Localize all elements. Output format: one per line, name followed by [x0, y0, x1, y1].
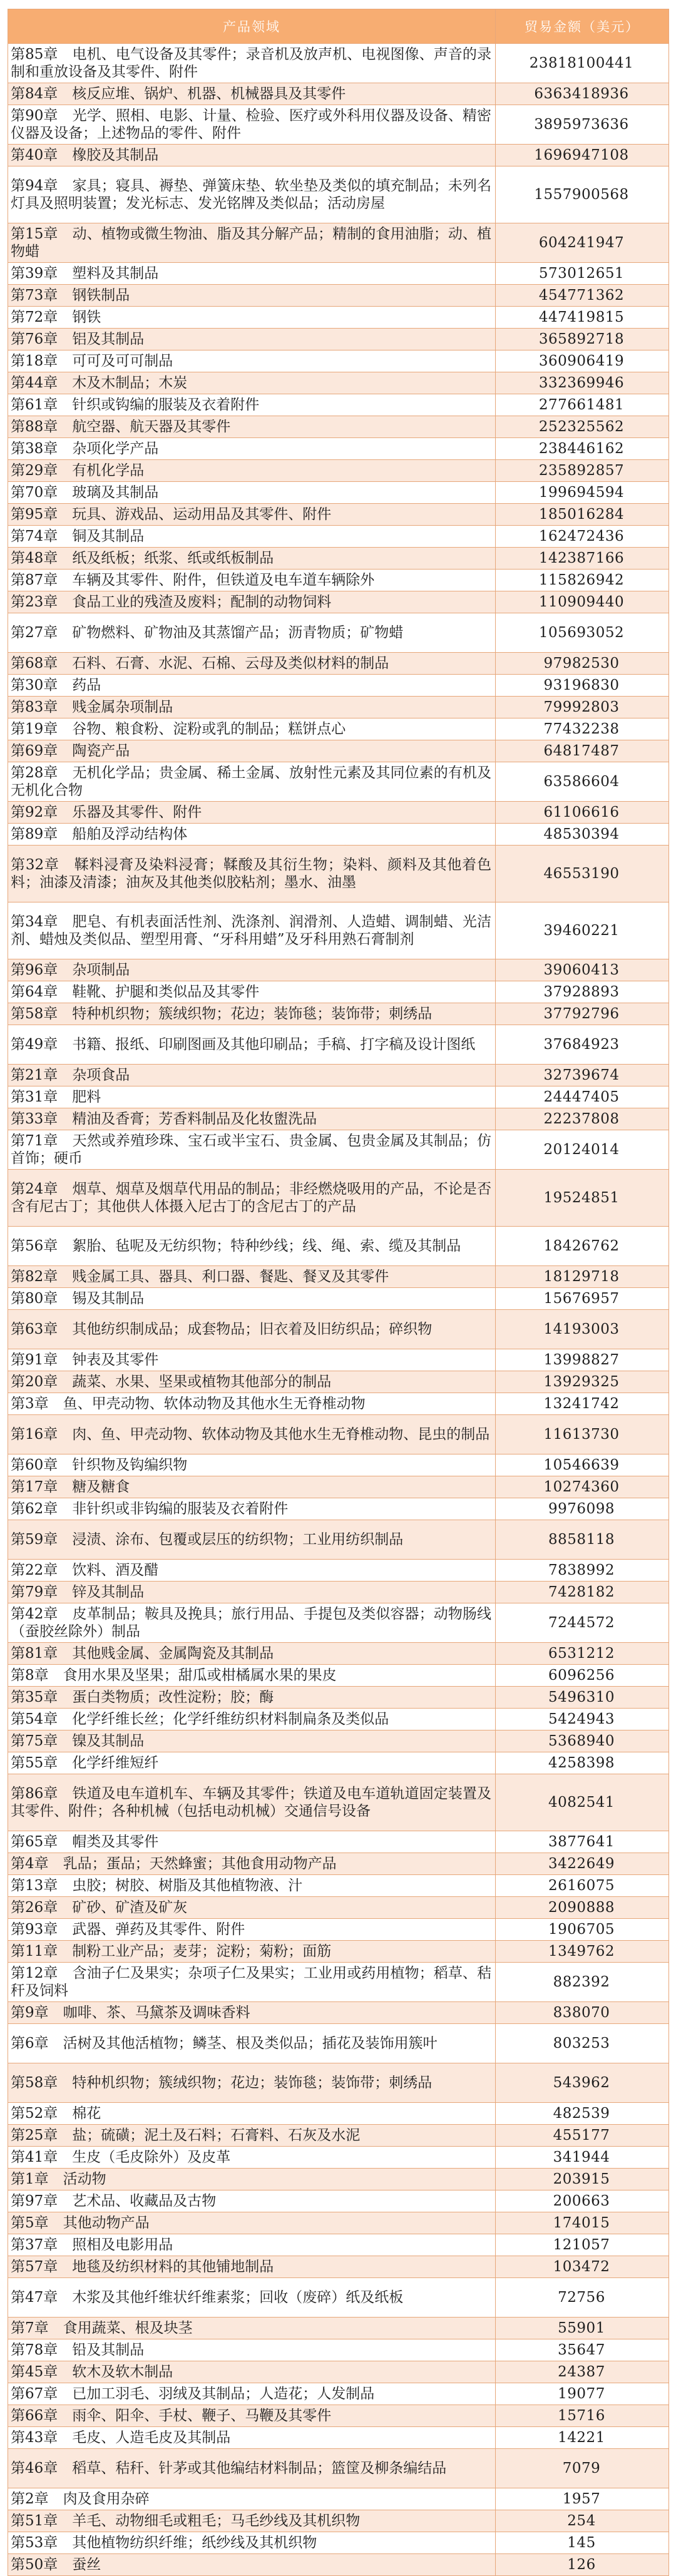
trade-amount-cell: 23818100441	[496, 44, 669, 83]
product-field-cell: 第89章 船舶及浮动结构体	[8, 824, 496, 846]
table-row	[8, 697, 669, 718]
table-row	[8, 2339, 669, 2361]
table-row	[8, 504, 669, 526]
trade-amount-cell: 7428182	[496, 1582, 669, 1603]
table-row	[8, 460, 669, 482]
product-field-cell: 第24章 烟草、烟草及烟草代用品的制品；非经燃烧吸用的产品，不论是否含有尼古丁；其他供人体摄入尼古丁的含尼古丁的产品	[8, 1170, 496, 1227]
table-row	[8, 570, 669, 591]
trade-amount-cell: 77432238	[496, 718, 669, 740]
trade-amount-cell: 10274360	[496, 1476, 669, 1498]
trade-amount-cell: 126	[496, 2554, 669, 2576]
table-row	[8, 959, 669, 981]
table-row	[8, 2278, 669, 2318]
product-field-cell: 第68章 石料、石膏、水泥、石棉、云母及类似材料的制品	[8, 653, 496, 675]
product-field-cell: 第26章 矿砂、矿渣及矿灰	[8, 1897, 496, 1919]
trade-amount-cell: 72756	[496, 2278, 669, 2318]
trade-amount-cell: 15676957	[496, 1288, 669, 1310]
product-field-cell: 第81章 其他贱金属、金属陶瓷及其制品	[8, 1643, 496, 1665]
product-field-cell: 第37章 照相及电影用品	[8, 2234, 496, 2256]
product-field-cell: 第17章 糖及糖食	[8, 1476, 496, 1498]
product-field-cell: 第7章 食用蔬菜、根及块茎	[8, 2318, 496, 2339]
table-row	[8, 2554, 669, 2576]
product-field-cell: 第58章 特种机织物；簇绒织物；花边；装饰毯；装饰带；刺绣品	[8, 2063, 496, 2103]
trade-amount-cell: 105693052	[496, 613, 669, 653]
product-field-cell: 第1章 活动物	[8, 2169, 496, 2190]
table-row	[8, 2024, 669, 2063]
table-row	[8, 166, 669, 223]
table-row	[8, 1108, 669, 1130]
product-field-cell: 第39章 塑料及其制品	[8, 263, 496, 285]
table-row	[8, 1288, 669, 1310]
trade-amount-cell: 5424943	[496, 1709, 669, 1730]
trade-amount-cell: 37684923	[496, 1025, 669, 1065]
trade-amount-cell: 185016284	[496, 504, 669, 526]
table-row	[8, 2510, 669, 2532]
trade-amount-cell: 7838992	[496, 1560, 669, 1582]
table-row	[8, 548, 669, 570]
table-row	[8, 1709, 669, 1730]
table-row	[8, 1643, 669, 1665]
table-row	[8, 902, 669, 959]
product-field-cell: 第52章 棉花	[8, 2103, 496, 2125]
table-row	[8, 1454, 669, 1476]
table-row	[8, 824, 669, 846]
product-field-cell: 第27章 矿物燃料、矿物油及其蒸馏产品；沥青物质；矿物蜡	[8, 613, 496, 653]
product-field-cell: 第97章 艺术品、收藏品及古物	[8, 2190, 496, 2212]
trade-amount-cell: 13929325	[496, 1371, 669, 1393]
trade-amount-cell: 199694594	[496, 482, 669, 504]
table-row	[8, 2532, 669, 2554]
product-field-cell: 第16章 肉、鱼、甲壳动物、软体动物及其他水生无脊椎动物、昆虫的制品	[8, 1415, 496, 1454]
trade-amount-cell: 46553190	[496, 846, 669, 902]
product-field-cell: 第75章 镍及其制品	[8, 1730, 496, 1752]
trade-amount-cell: 48530394	[496, 824, 669, 846]
trade-amount-cell: 64817487	[496, 740, 669, 762]
table-row	[8, 2002, 669, 2024]
trade-amount-cell: 1906705	[496, 1919, 669, 1941]
table-row	[8, 1665, 669, 1687]
trade-amount-cell: 14221	[496, 2427, 669, 2449]
product-field-cell: 第88章 航空器、航天器及其零件	[8, 416, 496, 438]
table-row	[8, 350, 669, 372]
table-row	[8, 307, 669, 329]
table-row	[8, 1875, 669, 1897]
table-row	[8, 223, 669, 263]
product-field-cell: 第94章 家具；寝具、褥垫、弹簧床垫、软坐垫及类似的填充制品；未列名灯具及照明装置；发光标志、发光铭牌及类似品；活动房屋	[8, 166, 496, 223]
trade-amount-cell: 115826942	[496, 570, 669, 591]
table-row	[8, 1086, 669, 1108]
table-row	[8, 1476, 669, 1498]
product-field-cell: 第9章 咖啡、茶、马黛茶及调味香料	[8, 2002, 496, 2024]
product-field-cell: 第44章 木及木制品；木炭	[8, 372, 496, 394]
product-field-cell: 第79章 锌及其制品	[8, 1582, 496, 1603]
table-body	[8, 44, 669, 2576]
product-field-cell: 第49章 书籍、报纸、印刷图画及其他印刷品；手稿、打字稿及设计图纸	[8, 1025, 496, 1065]
table-row	[8, 762, 669, 802]
product-field-cell: 第93章 武器、弹药及其零件、附件	[8, 1919, 496, 1941]
table-row	[8, 1831, 669, 1853]
trade-amount-cell: 93196830	[496, 675, 669, 697]
trade-amount-cell: 882392	[496, 1963, 669, 2002]
product-field-cell: 第67章 已加工羽毛、羽绒及其制品；人造花；人发制品	[8, 2383, 496, 2405]
table-row	[8, 2361, 669, 2383]
table-row	[8, 591, 669, 613]
table-row	[8, 285, 669, 307]
product-field-cell: 第28章 无机化学品；贵金属、稀土金属、放射性元素及其同位素的有机及无机化合物	[8, 762, 496, 802]
product-field-cell: 第61章 针织或钩编的服装及衣着附件	[8, 394, 496, 416]
trade-amount-cell: 39460221	[496, 902, 669, 959]
product-field-cell: 第60章 针织物及钩编织物	[8, 1454, 496, 1476]
table-row	[8, 1170, 669, 1227]
trade-amount-cell: 20124014	[496, 1130, 669, 1170]
trade-amount-cell: 55901	[496, 2318, 669, 2339]
trade-amount-cell: 162472436	[496, 526, 669, 548]
product-field-cell: 第56章 絮胎、毡呢及无纺织物；特种纱线；线、绳、索、缆及其制品	[8, 1227, 496, 1266]
product-field-cell: 第74章 铜及其制品	[8, 526, 496, 548]
product-field-cell: 第84章 核反应堆、锅炉、机器、机械器具及其零件	[8, 83, 496, 105]
trade-amount-cell: 454771362	[496, 285, 669, 307]
product-field-cell: 第41章 生皮（毛皮除外）及皮革	[8, 2147, 496, 2169]
trade-amount-cell: 10546639	[496, 1454, 669, 1476]
trade-amount-cell: 1557900568	[496, 166, 669, 223]
trade-amount-cell: 13241742	[496, 1393, 669, 1415]
table-row	[8, 1065, 669, 1086]
product-field-cell: 第4章 乳品；蛋品；天然蜂蜜；其他食用动物产品	[8, 1853, 496, 1875]
product-field-cell: 第32章 鞣料浸膏及染料浸膏；鞣酸及其衍生物；染料、颜料及其他着色料；油漆及清漆；油灰及其他类似胶粘剂；墨水、油墨	[8, 846, 496, 902]
trade-amount-cell: 37792796	[496, 1003, 669, 1025]
product-field-cell: 第91章 钟表及其零件	[8, 1349, 496, 1371]
table-row	[8, 438, 669, 460]
table-row	[8, 2256, 669, 2278]
trade-amount-cell: 97982530	[496, 653, 669, 675]
product-field-cell: 第12章 含油子仁及果实；杂项子仁及果实；工业用或药用植物；稻草、秸秆及饲料	[8, 1963, 496, 2002]
trade-amount-cell: 24387	[496, 2361, 669, 2383]
trade-amount-cell: 37928893	[496, 981, 669, 1003]
product-field-cell: 第31章 肥料	[8, 1086, 496, 1108]
trade-amount-cell: 39060413	[496, 959, 669, 981]
product-field-cell: 第78章 铅及其制品	[8, 2339, 496, 2361]
product-field-cell: 第64章 鞋靴、护腿和类似品及其零件	[8, 981, 496, 1003]
product-field-cell: 第47章 木浆及其他纤维状纤维素浆；回收（废碎）纸及纸板	[8, 2278, 496, 2318]
table-row	[8, 1919, 669, 1941]
trade-amount-cell: 5368940	[496, 1730, 669, 1752]
table-row	[8, 416, 669, 438]
trade-amount-cell: 7244572	[496, 1603, 669, 1643]
product-field-cell: 第21章 杂项食品	[8, 1065, 496, 1086]
table-row	[8, 1415, 669, 1454]
product-field-cell: 第70章 玻璃及其制品	[8, 482, 496, 504]
trade-amount-cell: 3422649	[496, 1853, 669, 1875]
trade-amount-cell: 604241947	[496, 223, 669, 263]
trade-amount-cell: 238446162	[496, 438, 669, 460]
product-field-cell: 第82章 贱金属工具、器具、利口器、餐匙、餐叉及其零件	[8, 1266, 496, 1288]
table-row	[8, 372, 669, 394]
product-field-cell: 第71章 天然或养殖珍珠、宝石或半宝石、贵金属、包贵金属及其制品；仿首饰；硬币	[8, 1130, 496, 1170]
product-field-cell: 第48章 纸及纸板；纸浆、纸或纸板制品	[8, 548, 496, 570]
product-field-cell: 第92章 乐器及其零件、附件	[8, 802, 496, 824]
table-row	[8, 1025, 669, 1065]
table-row	[8, 675, 669, 697]
trade-amount-cell: 254	[496, 2510, 669, 2532]
product-field-cell: 第38章 杂项化学产品	[8, 438, 496, 460]
product-field-cell: 第25章 盐；硫磺；泥土及石料；石膏料、石灰及水泥	[8, 2125, 496, 2147]
product-field-cell: 第34章 肥皂、有机表面活性剂、洗涤剂、润滑剂、人造蜡、调制蜡、光洁剂、蜡烛及类似品、塑型用膏、“牙科用蜡”及牙科用熟石膏制剂	[8, 902, 496, 959]
table-row	[8, 1897, 669, 1919]
table-row	[8, 718, 669, 740]
trade-amount-cell: 1957	[496, 2488, 669, 2510]
table-row	[8, 1687, 669, 1709]
table-row	[8, 2103, 669, 2125]
table-row	[8, 2190, 669, 2212]
trade-amount-cell: 2090888	[496, 1897, 669, 1919]
trade-table	[8, 9, 669, 2576]
trade-amount-cell: 142387166	[496, 548, 669, 570]
trade-amount-cell: 11613730	[496, 1415, 669, 1454]
table-row	[8, 981, 669, 1003]
product-field-cell: 第8章 食用水果及坚果；甜瓜或柑橘属水果的果皮	[8, 1665, 496, 1687]
trade-amount-cell: 4082541	[496, 1774, 669, 1831]
trade-amount-cell: 341944	[496, 2147, 669, 2169]
trade-amount-cell: 63586604	[496, 762, 669, 802]
table-row	[8, 1963, 669, 2002]
trade-amount-cell: 22237808	[496, 1108, 669, 1130]
table-row	[8, 1752, 669, 1774]
product-field-cell: 第13章 虫胶；树胶、树脂及其他植物液、汁	[8, 1875, 496, 1897]
trade-amount-cell: 3877641	[496, 1831, 669, 1853]
product-field-cell: 第96章 杂项制品	[8, 959, 496, 981]
trade-amount-cell: 365892718	[496, 329, 669, 350]
trade-amount-cell: 252325562	[496, 416, 669, 438]
product-field-cell: 第54章 化学纤维长丝；化学纤维纺织材料制扁条及类似品	[8, 1709, 496, 1730]
table-row	[8, 2405, 669, 2427]
trade-amount-cell: 32739674	[496, 1065, 669, 1086]
trade-amount-cell: 235892857	[496, 460, 669, 482]
trade-amount-cell: 5496310	[496, 1687, 669, 1709]
product-field-cell: 第19章 谷物、粮食粉、淀粉或乳的制品；糕饼点心	[8, 718, 496, 740]
product-field-cell: 第43章 毛皮、人造毛皮及其制品	[8, 2427, 496, 2449]
table-row	[8, 1266, 669, 1288]
trade-amount-cell: 447419815	[496, 307, 669, 329]
table-row	[8, 1003, 669, 1025]
trade-amount-cell: 103472	[496, 2256, 669, 2278]
trade-amount-cell: 203915	[496, 2169, 669, 2190]
product-field-cell: 第23章 食品工业的残渣及废料；配制的动物饲料	[8, 591, 496, 613]
table-row	[8, 83, 669, 105]
table-row	[8, 653, 669, 675]
table-row	[8, 105, 669, 145]
table-row	[8, 2427, 669, 2449]
product-field-cell: 第2章 肉及食用杂碎	[8, 2488, 496, 2510]
trade-amount-cell: 1349762	[496, 1941, 669, 1963]
table-row	[8, 44, 669, 83]
header-amount: 贸易金额（美元）	[496, 9, 669, 44]
trade-amount-cell: 174015	[496, 2212, 669, 2234]
trade-amount-cell: 573012651	[496, 263, 669, 285]
product-field-cell: 第87章 车辆及其零件、附件，但铁道及电车道车辆除外	[8, 570, 496, 591]
product-field-cell: 第86章 铁道及电车道机车、车辆及其零件；铁道及电车道轨道固定装置及其零件、附件；各种机械（包括电动机械）交通信号设备	[8, 1774, 496, 1831]
product-field-cell: 第66章 雨伞、阳伞、手杖、鞭子、马鞭及其零件	[8, 2405, 496, 2427]
trade-amount-cell: 482539	[496, 2103, 669, 2125]
table-row	[8, 394, 669, 416]
table-row	[8, 2147, 669, 2169]
product-field-cell: 第35章 蛋白类物质；改性淀粉；胶；酶	[8, 1687, 496, 1709]
trade-amount-cell: 3895973636	[496, 105, 669, 145]
product-field-cell: 第53章 其他植物纺织纤维；纸纱线及其机织物	[8, 2532, 496, 2554]
table-row	[8, 329, 669, 350]
table-row	[8, 1774, 669, 1831]
trade-amount-cell: 7079	[496, 2449, 669, 2488]
product-field-cell: 第42章 皮革制品；鞍具及挽具；旅行用品、手提包及类似容器；动物肠线（蚕胶丝除外）制品	[8, 1603, 496, 1643]
table-row	[8, 1130, 669, 1170]
trade-amount-cell: 360906419	[496, 350, 669, 372]
table-row	[8, 2125, 669, 2147]
product-field-cell: 第80章 锡及其制品	[8, 1288, 496, 1310]
product-field-cell: 第5章 其他动物产品	[8, 2212, 496, 2234]
table-row	[8, 1349, 669, 1371]
table-row	[8, 1560, 669, 1582]
table-row	[8, 1498, 669, 1520]
table-row	[8, 2063, 669, 2103]
trade-amount-cell: 543962	[496, 2063, 669, 2103]
product-field-cell: 第65章 帽类及其零件	[8, 1831, 496, 1853]
trade-amount-cell: 6531212	[496, 1643, 669, 1665]
trade-amount-cell: 18129718	[496, 1266, 669, 1288]
table-row	[8, 2169, 669, 2190]
product-field-cell: 第29章 有机化学品	[8, 460, 496, 482]
table-row	[8, 1582, 669, 1603]
product-field-cell: 第20章 蔬菜、水果、坚果或植物其他部分的制品	[8, 1371, 496, 1393]
trade-amount-cell: 8858118	[496, 1520, 669, 1560]
trade-amount-cell: 15716	[496, 2405, 669, 2427]
trade-amount-cell: 121057	[496, 2234, 669, 2256]
table-row	[8, 1520, 669, 1560]
trade-amount-cell: 79992803	[496, 697, 669, 718]
product-field-cell: 第62章 非针织或非钩编的服装及衣着附件	[8, 1498, 496, 1520]
trade-amount-cell: 803253	[496, 2024, 669, 2063]
product-field-cell: 第18章 可可及可可制品	[8, 350, 496, 372]
table-row	[8, 1941, 669, 1963]
trade-amount-cell: 14193003	[496, 1310, 669, 1349]
table-row	[8, 2488, 669, 2510]
product-field-cell: 第55章 化学纤维短纤	[8, 1752, 496, 1774]
product-field-cell: 第11章 制粉工业产品；麦芽；淀粉；菊粉；面筋	[8, 1941, 496, 1963]
product-field-cell: 第59章 浸渍、涂布、包覆或层压的纺织物；工业用纺织制品	[8, 1520, 496, 1560]
trade-amount-cell: 18426762	[496, 1227, 669, 1266]
product-field-cell: 第22章 饮料、酒及醋	[8, 1560, 496, 1582]
product-field-cell: 第69章 陶瓷产品	[8, 740, 496, 762]
product-field-cell: 第30章 药品	[8, 675, 496, 697]
table-row	[8, 2234, 669, 2256]
table-row	[8, 1227, 669, 1266]
product-field-cell: 第50章 蚕丝	[8, 2554, 496, 2576]
table-row	[8, 482, 669, 504]
trade-amount-cell: 6096256	[496, 1665, 669, 1687]
trade-amount-cell: 838070	[496, 2002, 669, 2024]
product-field-cell: 第90章 光学、照相、电影、计量、检验、医疗或外科用仪器及设备、精密仪器及设备；上述物品的零件、附件	[8, 105, 496, 145]
product-field-cell: 第76章 铝及其制品	[8, 329, 496, 350]
product-field-cell: 第73章 钢铁制品	[8, 285, 496, 307]
product-field-cell: 第85章 电机、电气设备及其零件；录音机及放声机、电视图像、声音的录制和重放设备及其零件、附件	[8, 44, 496, 83]
table-row	[8, 2383, 669, 2405]
table-row	[8, 263, 669, 285]
trade-amount-cell: 4258398	[496, 1752, 669, 1774]
trade-amount-cell: 110909440	[496, 591, 669, 613]
table-row	[8, 1310, 669, 1349]
product-field-cell: 第46章 稻草、秸秆、针茅或其他编结材料制品；篮筐及柳条编结品	[8, 2449, 496, 2488]
product-field-cell: 第45章 软木及软木制品	[8, 2361, 496, 2383]
trade-amount-cell: 35647	[496, 2339, 669, 2361]
trade-amount-cell: 19077	[496, 2383, 669, 2405]
trade-amount-cell: 13998827	[496, 1349, 669, 1371]
trade-amount-cell: 1696947108	[496, 145, 669, 166]
trade-amount-cell: 24447405	[496, 1086, 669, 1108]
table-row	[8, 613, 669, 653]
trade-amount-cell: 2616075	[496, 1875, 669, 1897]
table-row	[8, 2449, 669, 2488]
header-field: 产品领域	[8, 9, 496, 44]
product-field-cell: 第15章 动、植物或微生物油、脂及其分解产品；精制的食用油脂；动、植物蜡	[8, 223, 496, 263]
product-field-cell: 第95章 玩具、游戏品、运动用品及其零件、附件	[8, 504, 496, 526]
product-field-cell: 第3章 鱼、甲壳动物、软体动物及其他水生无脊椎动物	[8, 1393, 496, 1415]
table-row	[8, 2212, 669, 2234]
product-field-cell: 第72章 钢铁	[8, 307, 496, 329]
table-row	[8, 145, 669, 166]
trade-amount-cell: 200663	[496, 2190, 669, 2212]
table-row	[8, 1730, 669, 1752]
table-row	[8, 802, 669, 824]
trade-amount-cell: 61106616	[496, 802, 669, 824]
product-field-cell: 第63章 其他纺织制成品；成套物品；旧衣着及旧纺织品；碎织物	[8, 1310, 496, 1349]
product-field-cell: 第6章 活树及其他活植物；鳞茎、根及类似品；插花及装饰用簇叶	[8, 2024, 496, 2063]
product-field-cell: 第83章 贱金属杂项制品	[8, 697, 496, 718]
trade-amount-cell: 277661481	[496, 394, 669, 416]
trade-amount-cell: 145	[496, 2532, 669, 2554]
product-field-cell: 第51章 羊毛、动物细毛或粗毛；马毛纱线及其机织物	[8, 2510, 496, 2532]
trade-amount-cell: 9976098	[496, 1498, 669, 1520]
table-row	[8, 846, 669, 902]
table-row	[8, 1393, 669, 1415]
table-row	[8, 1603, 669, 1643]
trade-amount-cell: 332369946	[496, 372, 669, 394]
table-row	[8, 2318, 669, 2339]
trade-amount-cell: 455177	[496, 2125, 669, 2147]
table-header-row	[8, 9, 669, 44]
table-row	[8, 526, 669, 548]
trade-amount-cell: 19524851	[496, 1170, 669, 1227]
table-row	[8, 740, 669, 762]
product-field-cell: 第57章 地毯及纺织材料的其他铺地制品	[8, 2256, 496, 2278]
product-field-cell: 第33章 精油及香膏；芳香料制品及化妆盥洗品	[8, 1108, 496, 1130]
product-field-cell: 第40章 橡胶及其制品	[8, 145, 496, 166]
trade-amount-cell: 6363418936	[496, 83, 669, 105]
table-row	[8, 1853, 669, 1875]
product-field-cell: 第58章 特种机织物；簇绒织物；花边；装饰毯；装饰带；刺绣品	[8, 1003, 496, 1025]
table-row	[8, 1371, 669, 1393]
